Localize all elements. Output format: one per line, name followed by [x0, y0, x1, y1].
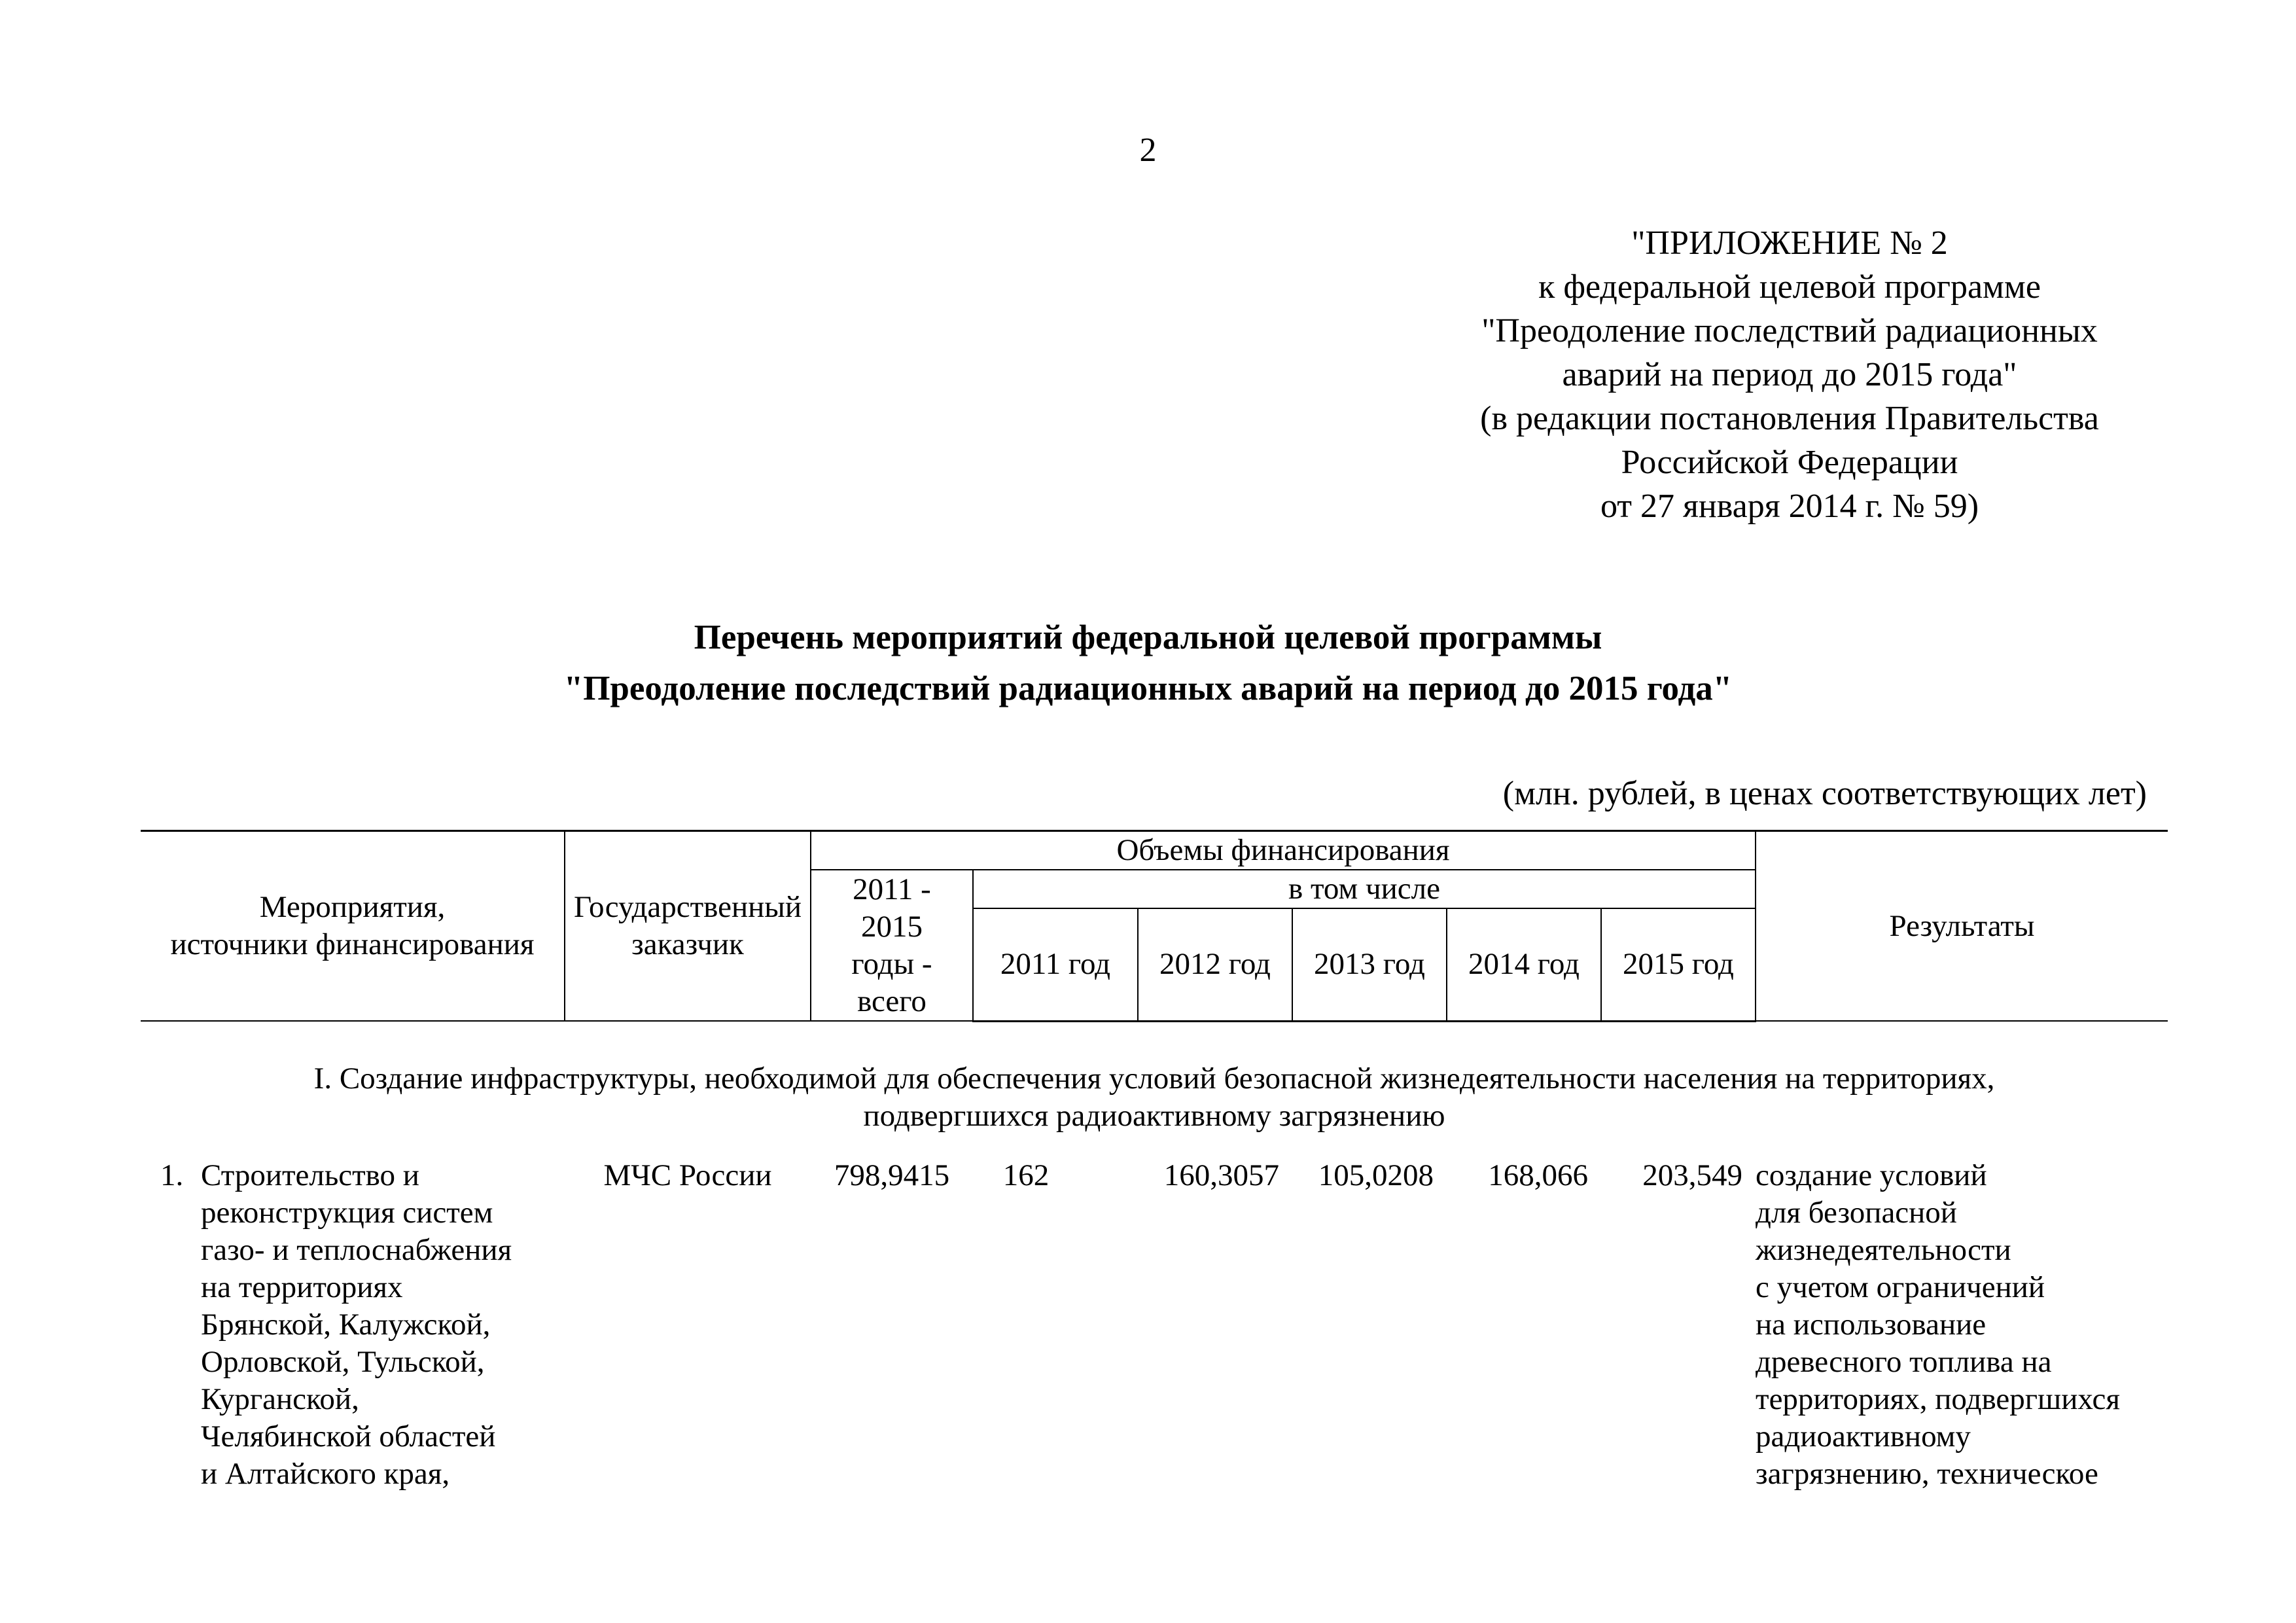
document-title — [0, 612, 2296, 714]
title-line-2: "Преодоление последствий радиационных аварий на период до 2015 года" — [563, 669, 1733, 707]
year-2012-cell: 160,3057 — [1163, 1158, 1279, 1192]
year-2014-cell: 168,066 — [1488, 1158, 1588, 1192]
page-number: 2 — [1139, 132, 1157, 169]
header-year-2013: 2013 год — [1292, 908, 1447, 1021]
header-funding-volumes: Объемы финансирования — [811, 831, 1756, 870]
year-2011-cell: 162 — [1002, 1158, 1050, 1192]
row-number: 1. — [160, 1158, 184, 1192]
title-line-1: Перечень мероприятий федеральной целевой программы — [694, 618, 1602, 656]
appendix-line: "Преодоление последствий радиационных — [1481, 312, 2098, 349]
appendix-line: к федеральной целевой программе — [1538, 268, 2041, 306]
header-year-2014: 2014 год — [1447, 908, 1601, 1021]
appendix-line: "ПРИЛОЖЕНИЕ № 2 — [1631, 224, 1948, 262]
results-cell: создание условий для безопасной жизнедеятельности с учетом ограничений на использование древесного топлива на территориях, подвергшихся радиоактивному загрязнению, техническое — [1756, 1158, 2121, 1491]
activity-cell — [141, 1150, 565, 1493]
appendix-line: аварий на период до 2015 года" — [1562, 356, 2017, 393]
appendix-line: от 27 января 2014 г. № 59) — [1600, 488, 1979, 525]
header-results: Результаты — [1756, 831, 2168, 1022]
activity-text: Строительство и реконструкция систем газо- и теплоснабжения на территориях Брянской, Калужской, Орловской, Тульской, Курганской, Челябинской областей и Алтайского края, — [201, 1158, 512, 1491]
total-cell: 798,9415 — [834, 1158, 950, 1192]
activities-table — [141, 830, 2168, 1493]
customer-cell: МЧС России — [603, 1158, 772, 1192]
header-including: в том числе — [973, 870, 1756, 908]
header-year-2012: 2012 год — [1138, 908, 1292, 1021]
header-year-2015: 2015 год — [1601, 908, 1756, 1021]
appendix-line: Российской Федерации — [1621, 444, 1958, 481]
table-row — [141, 1150, 2168, 1493]
header-year-2011: 2011 год — [973, 908, 1138, 1021]
header-total: 2011 - 2015 годы - всего — [811, 870, 973, 1021]
units-note: (млн. рублей, в ценах соответствующих лет) — [1502, 775, 2147, 812]
section-heading: I. Создание инфраструктуры, необходимой для обеспечения условий безопасной жизнедеятельности населения на территориях, подвергшихся радиоактивному загрязнению — [313, 1061, 1995, 1133]
year-2015-cell: 203,549 — [1642, 1158, 1743, 1192]
header-customer: Государственный заказчик — [565, 831, 811, 1022]
appendix-line: (в редакции постановления Правительства — [1480, 400, 2099, 437]
year-2013-cell: 105,0208 — [1318, 1158, 1434, 1192]
appendix-header — [1407, 221, 2172, 528]
header-activities: Мероприятия, источники финансирования — [141, 831, 565, 1022]
